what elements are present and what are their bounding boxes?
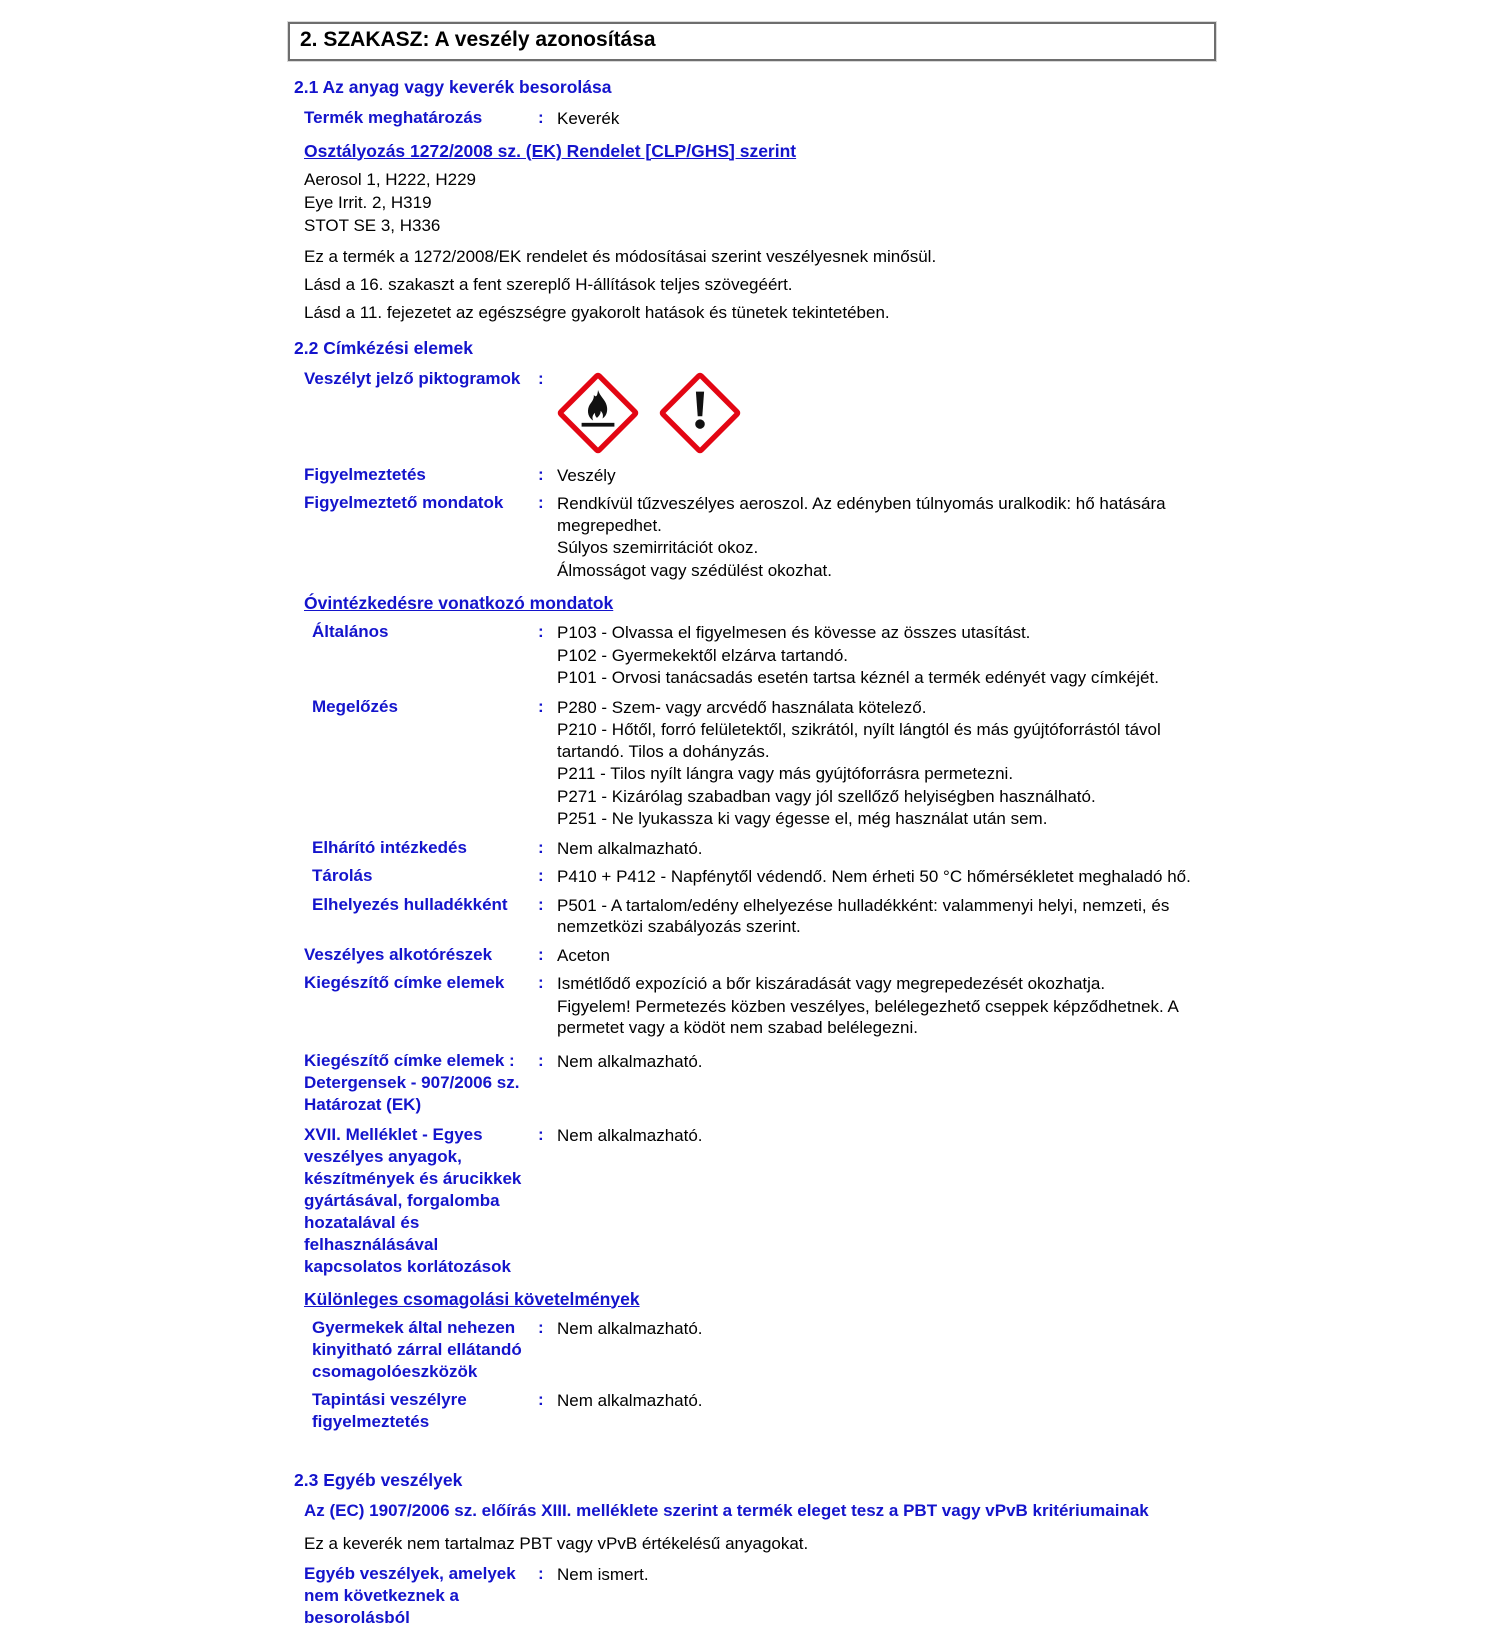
heading-2-3: 2.3 Egyéb veszélyek [294,1469,463,1490]
value-supplemental-label-elements [557,972,1216,1040]
value-detergents-regulation: Nem alkalmazható. [557,1051,703,1071]
value-precaution-storage: P410 + P412 - Napfénytől védendő. Nem érheti 50 °C hőmérsékletet meghaladó hő. [557,867,1191,886]
label-other-hazards: Egyéb veszélyek, amelyek nem következnek a besorolásból [304,1563,516,1627]
row-supplemental-label-elements [288,972,1216,1040]
colon: : [538,108,544,127]
label-precaution-storage: Tárolás [312,866,373,885]
hazard-statement-line: Rendkívül tűzveszélyes aeroszol. Az edényben túlnyomás uralkodik: hő hatására megrepedhet. [557,494,1166,535]
heading-2-2: 2.2 Címkézési elemek [294,337,474,358]
row-precaution-response [288,837,1216,860]
paragraph-pbt-statement: Ez a keverék nem tartalmaz PBT vagy vPvB értékelésű anyagokat. [304,1533,809,1553]
p-statement-line: P271 - Kizárólag szabadban vagy jól szellőző helyiségben használható. [557,786,1096,806]
section-title-box [288,22,1216,61]
label-hazardous-ingredients: Veszélyes alkotórészek [304,944,493,964]
row-signal-word [288,464,1216,487]
colon: : [538,944,544,964]
label-tactile-warning: Tapintási veszélyre figyelmeztetés [312,1389,467,1431]
p-statement-line: P251 - Ne lyukassza ki vagy égesse el, még használat után sem. [557,809,1048,828]
value-product-definition: Keverék [557,109,620,128]
hazard-statement-line: Súlyos szemirritációt okoz. [557,538,759,557]
colon: : [538,368,544,388]
supplemental-line: Figyelem! Permetezés közben veszélyes, belélegezhető cseppek képződhetnek. A permetet vagy a ködöt nem szabad belélegezni. [557,996,1178,1037]
heading-special-packaging: Különleges csomagolási követelmények [304,1288,640,1309]
label-hazard-statements: Figyelmeztető mondatok [304,493,504,512]
supplemental-line: Ismétlődő expozíció a bőr kiszáradását vagy megrepedezését okozhatja. [557,974,1106,993]
section-title: 2. SZAKASZ: A veszély azonosítása [300,28,656,51]
pictogram-group [557,369,1216,454]
paragraph-hazardous-note: Ez a termék a 1272/2008/EK rendelet és módosításai szerint veszélyesnek minősül. [304,246,937,266]
colon: : [538,1563,544,1583]
row-hazardous-ingredients [288,944,1216,967]
row-precaution-storage [288,865,1216,888]
value-precaution-prevention [557,696,1216,831]
label-child-resistant-packaging: Gyermekek által nehezen kinyitható zárral ellátandó csomagolóeszközök [312,1317,522,1381]
row-product-definition [288,107,1216,130]
p-statement-line: P102 - Gyermekektől elzárva tartandó. [557,645,849,665]
p-statement-line: P210 - Hőtől, forró felületektől, szikrától, nyílt lángtól és más gyújtóforrástól távol tartandó. Tilos a dohányzás. [557,720,1161,761]
colon: : [538,622,544,641]
label-precaution-prevention: Megelőzés [312,696,398,716]
colon: : [538,1317,544,1337]
classification-line: Aerosol 1, H222, H229 [304,169,476,189]
ghs-flame-pictogram-icon [557,372,639,454]
classification-line: STOT SE 3, H336 [304,215,441,235]
heading-classification: Osztályozás 1272/2008 sz. (EK) Rendelet [CLP/GHS] szerint [304,140,797,161]
label-precaution-response: Elhárító intézkedés [312,837,467,857]
heading-2-1: 2.1 Az anyag vagy keverék besorolása [294,77,612,97]
value-child-resistant-packaging: Nem alkalmazható. [557,1318,703,1338]
classification-line: Eye Irrit. 2, H319 [304,192,432,212]
colon: : [538,464,544,484]
colon: : [538,1050,544,1070]
colon: : [538,973,544,992]
colon: : [538,1124,544,1144]
row-precaution-prevention [288,696,1216,831]
value-tactile-warning: Nem alkalmazható. [557,1390,703,1410]
row-precaution-general [288,621,1216,690]
heading-pbt-vpvb: Az (EC) 1907/2006 sz. előírás XIII. melléklete szerint a termék eleget tesz a PBT vagy vPvB kritériumainak [304,1500,1149,1520]
colon: : [538,837,544,857]
colon: : [538,696,544,716]
value-precaution-general [557,621,1216,690]
classification-lines [288,169,1216,236]
colon: : [538,894,544,914]
colon: : [538,493,544,512]
ghs-exclamation-pictogram-icon [659,372,741,454]
row-other-hazards [288,1563,1216,1629]
label-supplemental-label-elements: Kiegészítő címke elemek [304,973,505,992]
row-tactile-warning [288,1389,1216,1433]
row-annex-xvii [288,1124,1216,1278]
paragraph-see-section-11: Lásd a 11. fejezetet az egészségre gyakorolt hatások és tünetek tekintetében. [304,302,890,322]
label-product-definition: Termék meghatározás [304,108,483,127]
label-precaution-disposal: Elhelyezés hulladékként [312,894,508,914]
value-precaution-response: Nem alkalmazható. [557,838,703,858]
colon: : [538,866,544,885]
p-statement-line: P103 - Olvassa el figyelmesen és kövesse az összes utasítást. [557,623,1031,642]
label-precaution-general: Általános [312,622,389,641]
value-annex-xvii: Nem alkalmazható. [557,1125,703,1145]
p-statement-line: P101 - Orvosi tanácsadás esetén tartsa kéznél a termék edényét vagy címkéjét. [557,668,1159,687]
value-precaution-disposal: P501 - A tartalom/edény elhelyezése hulladékként: valammenyi helyi, nemzeti, és nemzetközi szabályozás szerint. [557,895,1170,936]
value-signal-word: Veszély [557,465,616,485]
p-statement-line: P211 - Tilos nyílt lángra vagy más gyújtóforrásra permetezni. [557,764,1014,783]
sds-section-2-document [288,22,1216,1635]
heading-precautionary-statements: Óvintézkedésre vonatkozó mondatok [304,593,614,613]
label-signal-word: Figyelmeztetés [304,464,426,484]
value-other-hazards: Nem ismert. [557,1564,649,1584]
label-detergents-regulation: Kiegészítő címke elemek : Detergensek - 907/2006 sz. Határozat (EK) [304,1050,520,1114]
row-precaution-disposal [288,894,1216,938]
value-hazardous-ingredients: Aceton [557,945,610,965]
value-hazard-statements [557,492,1216,582]
label-annex-xvii: XVII. Melléklet - Egyes veszélyes anyagok, készítmények és árucikkek gyártásával, forgalomba hozatalával és felhasználásával kapcsolatos korlátozások [304,1124,522,1276]
row-hazard-statements [288,492,1216,582]
row-detergents-regulation [288,1050,1216,1116]
colon: : [538,1389,544,1409]
hazard-statement-line: Álmosságot vagy szédülést okozhat. [557,560,832,580]
label-hazard-pictograms: Veszélyt jelző piktogramok [304,368,521,388]
row-hazard-pictograms [288,368,1216,454]
row-child-resistant-packaging [288,1317,1216,1383]
paragraph-see-section-16: Lásd a 16. szakaszt a fent szereplő H-állítások teljes szövegéért. [304,274,793,294]
p-statement-line: P280 - Szem- vagy arcvédő használata kötelező. [557,697,927,717]
